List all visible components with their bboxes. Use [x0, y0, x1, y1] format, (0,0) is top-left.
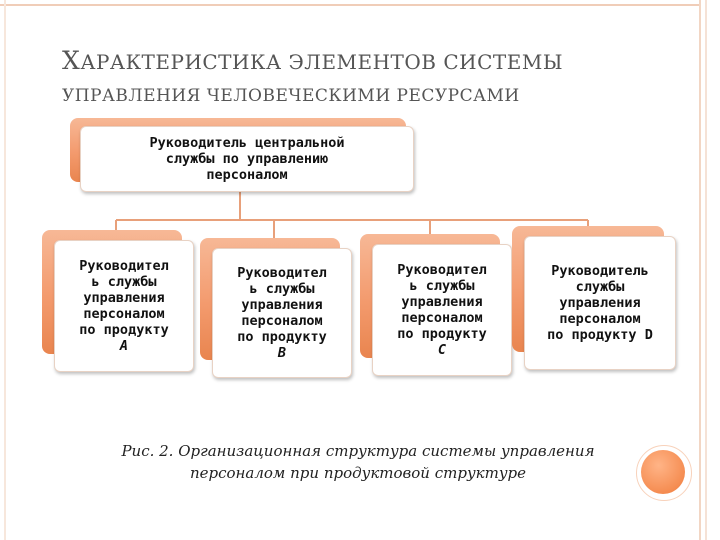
- decorative-orange-circle: [641, 450, 685, 494]
- org-child-b-face: [212, 248, 352, 378]
- org-child-line: персоналом: [559, 311, 641, 327]
- org-child-line: C: [437, 342, 447, 358]
- org-child-line: Руководител: [397, 262, 487, 278]
- org-child-line: управления: [83, 290, 165, 306]
- org-child-box-d: [512, 226, 676, 370]
- org-child-line: службы: [575, 279, 625, 295]
- org-root-line: службы по управлению: [165, 151, 329, 167]
- org-root-box-face: [80, 126, 414, 192]
- slide-title-line1: ХАРАКТЕРИСТИКА ЭЛЕМЕНТОВ СИСТЕМЫ: [62, 46, 563, 75]
- org-child-line: ь службы: [249, 281, 315, 297]
- org-child-c-face: [372, 244, 512, 376]
- org-child-line: ь службы: [409, 278, 475, 294]
- org-root-line: Руководитель центральной: [149, 135, 345, 151]
- org-child-line: A: [119, 338, 129, 354]
- org-child-line: Руководител: [79, 258, 169, 274]
- org-child-line: Руководитель: [551, 263, 649, 279]
- slide-title-line2: УПРАВЛЕНИЯ ЧЕЛОВЕЧЕСКИМИ РЕСУРСАМИ: [62, 86, 520, 106]
- org-child-box-a: [42, 230, 194, 372]
- org-child-line: управления: [241, 297, 323, 313]
- org-child-line: по продукту D: [547, 327, 653, 343]
- org-root-box: [70, 118, 414, 192]
- org-child-line: по продукту: [79, 322, 169, 338]
- org-child-a-face: [54, 240, 194, 372]
- org-child-line: управления: [401, 294, 483, 310]
- org-child-line: B: [277, 345, 287, 361]
- org-child-line: ь службы: [91, 274, 157, 290]
- figure-caption: [88, 440, 628, 484]
- caption-line1: Рис. 2. Организационная структура системы управления: [121, 442, 595, 460]
- org-child-line: персоналом: [401, 310, 483, 326]
- caption-line2: персоналом при продуктовой структуре: [189, 464, 527, 482]
- org-child-line: Руководител: [237, 265, 327, 281]
- org-child-line: по продукту: [397, 326, 487, 342]
- org-child-d-face: [524, 236, 676, 370]
- org-child-line: персоналом: [83, 306, 165, 322]
- org-child-box-c: [360, 234, 512, 376]
- org-child-box-b: [200, 238, 352, 378]
- org-root-line: персоналом: [206, 167, 288, 183]
- org-child-line: персоналом: [241, 313, 323, 329]
- org-child-line: по продукту: [237, 329, 327, 345]
- org-child-line: управления: [559, 295, 641, 311]
